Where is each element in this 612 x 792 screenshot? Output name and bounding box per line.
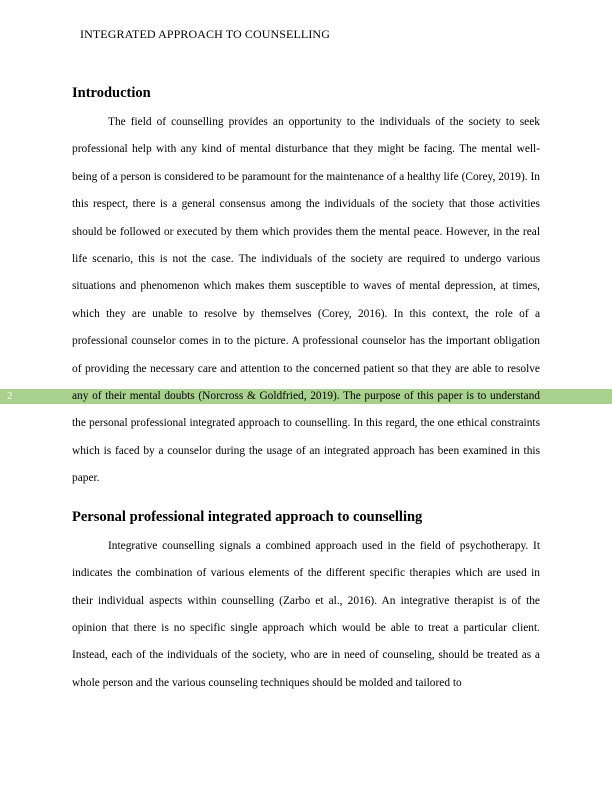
running-head: INTEGRATED APPROACH TO COUNSELLING: [80, 27, 330, 41]
introduction-paragraph: The field of counselling provides an opportunity to the individuals of the society to seek professional help with any kind of mental disturbance that they might be facing. The mental well-being of a person is considered to be paramount for the maintenance of a healthy life (Corey, 2019). In this respect, there is a general consensus among the individuals of the society that those activities should be followed or executed by them which provides them the mental peace. However, in the real life scenario, this is not the case. The individuals of the society are required to undergo various situations and phenomenon which makes them susceptible to waves of mental depression, at times, which they are unable to resolve by themselves (Corey, 2016). In this context, the role of a professional counselor comes in to the picture. A professional counselor has the important obligation of providing the necessary care and attention to the concerned patient so that they are able to resolve any of their mental doubts (Norcross & Goldfried, 2019). The purpose of this paper is to understand the personal professional integrated approach to counselling. In this regard, the one ethical constraints which is faced by a counselor during the usage of an integrated approach has been examined in this paper.: [72, 116, 540, 485]
page-number: 2: [7, 390, 13, 402]
integrated-approach-heading: Personal professional integrated approach to counselling: [72, 508, 423, 525]
integrated-approach-paragraph: Integrative counselling signals a combined approach used in the field of psychotherapy. It indicates the combination of various elements of the different specific therapies which are used in their individual aspects within counselling (Zarbo et al., 2016). An integrative therapist is of the opinion that there is no specific single approach which would be able to treat a particular client. Instead, each of the individuals of the society, who are in need of counseling, should be treated as a whole person and the various counseling techniques should be molded and tailored to: [72, 539, 540, 689]
document-body: [72, 82, 540, 697]
introduction-heading: Introduction: [72, 85, 151, 101]
